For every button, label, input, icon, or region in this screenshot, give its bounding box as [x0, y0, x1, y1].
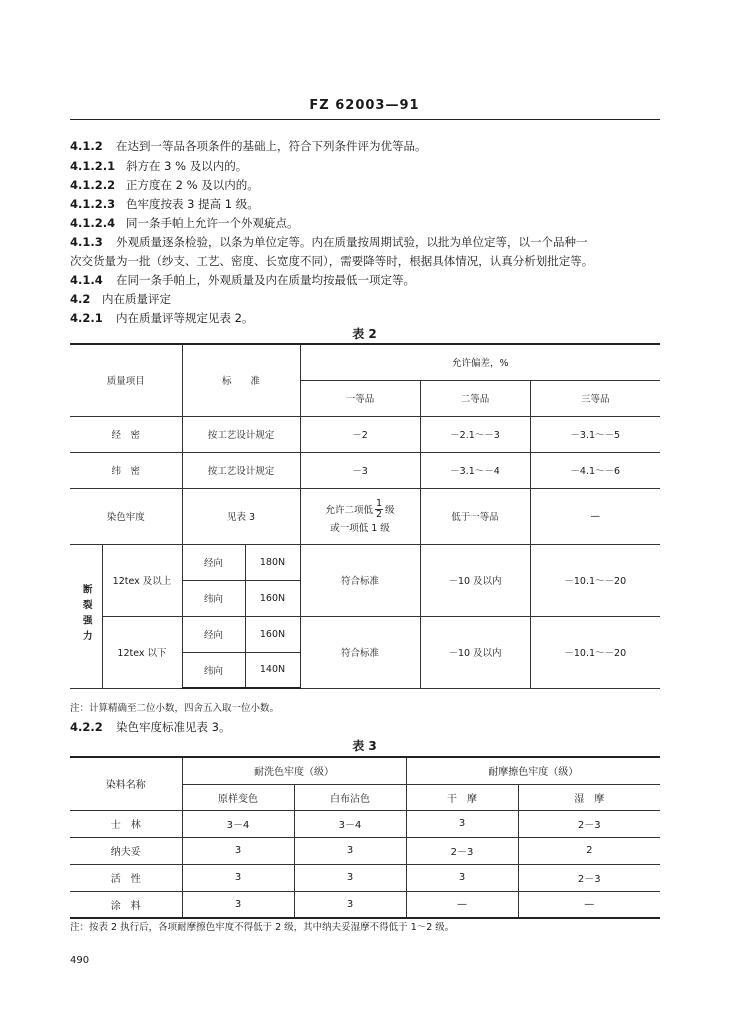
fastness-text-a: 允许二项低: [325, 505, 373, 516]
table-row: [70, 891, 660, 918]
strength-label-text: 断裂强力: [80, 583, 92, 646]
clause-text: 色牢度按表 3 提高 1 级。: [126, 197, 259, 211]
direction-label: 纬向: [182, 580, 245, 616]
header-rub-fastness: 耐摩擦色牢度（级）: [406, 757, 660, 784]
table-row: [70, 416, 660, 452]
row-item: 纬 密: [70, 452, 182, 488]
clause-4-1-2-3: [70, 196, 259, 212]
header-color-change: 原样变色: [182, 784, 294, 810]
clause-number: 4.1.4: [70, 273, 103, 287]
row-item: 染色牢度: [70, 488, 182, 544]
cell-value: 3: [406, 864, 518, 891]
header-wet-rub: 湿 摩: [518, 784, 660, 810]
clause-number: 4.2: [70, 292, 91, 306]
cell-grade-3: －4.1～－6: [530, 452, 660, 488]
fraction-numerator: 1: [375, 497, 383, 509]
clause-4-1-2-1: [70, 158, 247, 174]
cell-value: —: [518, 891, 660, 918]
cell-grade-2: －10 及以内: [420, 616, 530, 688]
clause-4-1-3-cont: [70, 253, 593, 269]
cell-grade-3: －10.1～－20: [530, 616, 660, 688]
table3-note: 注：按表 2 执行后，各项耐摩擦色牢度不得低于 2 级，其中纳夫妥湿摩不得低于 1～2 级。: [70, 922, 455, 933]
clause-text: 染色牢度标准见表 3。: [116, 720, 231, 734]
cell-value: 3－4: [294, 810, 406, 837]
cell-grade-1: －3: [300, 452, 420, 488]
strength-value: 160N: [245, 616, 300, 652]
table2-note: 注：计算精确至二位小数，四舍五入取一位小数。: [70, 703, 280, 714]
cell-value: 3: [182, 891, 294, 918]
cell-value: —: [406, 891, 518, 918]
fastness-text-b: 级: [385, 505, 395, 516]
standard-header: FZ 62003—91: [309, 98, 420, 113]
header-staining: 白布沾色: [294, 784, 406, 810]
row-item: 经 密: [70, 416, 182, 452]
cell-value: 3: [406, 810, 518, 837]
cell-value: 3: [294, 891, 406, 918]
fraction: [375, 499, 383, 520]
header-allowed-deviation: 允许偏差，%: [300, 344, 660, 380]
cell-grade-3: －10.1～－20: [530, 544, 660, 616]
table-row: [70, 810, 660, 837]
row-standard: 按工艺设计规定: [182, 416, 300, 452]
strength-value: 160N: [245, 580, 300, 616]
table-row: [70, 488, 660, 544]
cell-grade-3: —: [530, 488, 660, 544]
direction-label: 经向: [182, 544, 245, 580]
spec-label: 12tex 及以上: [102, 544, 182, 616]
cell-value: 3: [182, 864, 294, 891]
cell-value: 3: [182, 837, 294, 864]
page-number: 490: [70, 955, 90, 966]
header-rule: [70, 119, 660, 120]
clause-4-1-2: [70, 138, 427, 154]
strength-label: [70, 544, 102, 688]
clause-text: 外观质量逐条检验，以条为单位定等。内在质量按周期试验，以批为单位定等，以一个品种一: [116, 235, 588, 249]
clause-number: 4.1.3: [70, 235, 103, 249]
cell-grade-1: 符合标准: [300, 544, 420, 616]
strength-value: 140N: [245, 652, 300, 688]
cell-grade-2: －3.1～－4: [420, 452, 530, 488]
header-standard: 标 准: [182, 344, 300, 416]
header-dye-name: 染料名称: [70, 757, 182, 810]
cell-value: 2: [518, 837, 660, 864]
clause-4-1-3: [70, 234, 588, 250]
clause-4-2: [70, 291, 171, 307]
clause-4-2-1: [70, 310, 253, 326]
cell-grade-1: [300, 488, 420, 544]
header-grade-2: 二等品: [420, 380, 530, 416]
fraction-denominator: 2: [375, 508, 383, 520]
clause-4-2-2: [70, 719, 230, 735]
spec-label: 12tex 以下: [102, 616, 182, 688]
table-row: [70, 616, 660, 652]
clause-text: 斜方在 3 % 及以内的。: [126, 159, 248, 173]
table-row: [70, 837, 660, 864]
cell-value: 3: [294, 837, 406, 864]
clause-text: 在达到一等品各项条件的基础上，符合下列条件评为优等品。: [116, 139, 427, 153]
dye-name: 纳夫妥: [70, 837, 182, 864]
direction-label: 经向: [182, 616, 245, 652]
clause-4-1-4: [70, 272, 415, 288]
header-grade-1: 一等品: [300, 380, 420, 416]
dye-name: 活 性: [70, 864, 182, 891]
direction-label: 纬向: [182, 652, 245, 688]
cell-value: 2－3: [518, 864, 660, 891]
table2-caption: 表 2: [352, 327, 377, 341]
cell-value: 3: [294, 864, 406, 891]
table3: [70, 756, 660, 919]
table-row: [70, 452, 660, 488]
clause-number: 4.2.1: [70, 311, 103, 325]
cell-value: 2－3: [518, 810, 660, 837]
clause-text: 次交货量为一批（纱支、工艺、密度、长宽度不同），需要降等时，根据具体情况，认真分析划批定等。: [70, 254, 594, 268]
clause-text: 在同一条手帕上，外观质量及内在质量均按最低一项定等。: [116, 273, 415, 287]
clause-text: 内在质量评等规定见表 2。: [116, 311, 254, 325]
clause-number: 4.1.2.1: [70, 159, 116, 173]
header-dry-rub: 干 摩: [406, 784, 518, 810]
header-grade-3: 三等品: [530, 380, 660, 416]
table3-caption: 表 3: [352, 739, 377, 753]
cell-grade-3: －3.1～－5: [530, 416, 660, 452]
clause-4-1-2-2: [70, 177, 259, 193]
clause-text: 内在质量评定: [102, 292, 171, 306]
cell-grade-1: －2: [300, 416, 420, 452]
cell-grade-2: －2.1～－3: [420, 416, 530, 452]
table-row: [70, 544, 660, 580]
clause-number: 4.1.2.4: [70, 216, 116, 230]
clause-number: 4.2.2: [70, 720, 103, 734]
row-standard: 按工艺设计规定: [182, 452, 300, 488]
strength-value: 180N: [245, 544, 300, 580]
clause-number: 4.1.2.2: [70, 178, 116, 192]
header-quality-item: 质量项目: [70, 344, 182, 416]
dye-name: 涂 料: [70, 891, 182, 918]
cell-grade-1: 符合标准: [300, 616, 420, 688]
fastness-text-c: 或一项低 1 级: [330, 522, 390, 534]
cell-value: 3－4: [182, 810, 294, 837]
clause-text: 正方度在 2 % 及以内的。: [126, 178, 259, 192]
cell-grade-2: －10 及以内: [420, 544, 530, 616]
clause-text: 同一条手帕上允许一个外观疵点。: [126, 216, 299, 230]
header-wash-fastness: 耐洗色牢度（级）: [182, 757, 406, 784]
clause-number: 4.1.2.3: [70, 197, 116, 211]
cell-value: 2－3: [406, 837, 518, 864]
table-row: [70, 864, 660, 891]
cell-grade-2: 低于一等品: [420, 488, 530, 544]
row-standard: 见表 3: [182, 488, 300, 544]
table2: [70, 343, 660, 689]
dye-name: 士 林: [70, 810, 182, 837]
clause-number: 4.1.2: [70, 139, 103, 153]
clause-4-1-2-4: [70, 215, 299, 231]
